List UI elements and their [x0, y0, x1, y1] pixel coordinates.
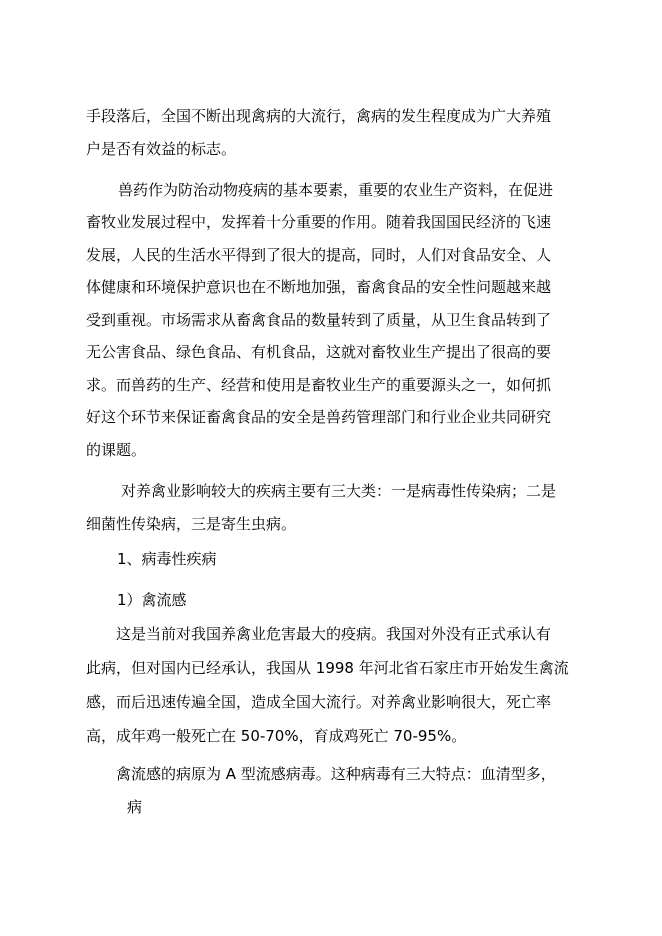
paragraph-4-line-4: 高，成年鸡一般死亡在 50-70%，育成鸡死亡 70-95%。	[86, 727, 467, 745]
paragraph-1-line-1: 手段落后，全国不断出现禽病的大流行，禽病的发生程度成为广大养殖	[86, 107, 552, 125]
paragraph-4-line-3: 感，而后迅速传遍全国，造成全国大流行。对养禽业影响很大，死亡率	[86, 693, 552, 711]
paragraph-3-line-2: 细菌性传染病，三是寄生虫病。	[86, 515, 297, 533]
paragraph-2-line-6: 无公害食品、绿色食品、有机食品，这就对畜牧业生产提出了很高的要	[86, 343, 552, 361]
paragraph-1-line-2: 户是否有效益的标志。	[86, 140, 237, 158]
paragraph-2-line-4: 体健康和环境保护意识也在不断地加强，畜禽食品的安全性问题越来越	[86, 278, 552, 296]
paragraph-2-line-2: 畜牧业发展过程中，发挥着十分重要的作用。随着我国国民经济的飞速	[86, 213, 552, 231]
paragraph-2-line-5: 受到重视。市场需求从畜禽食品的数量转到了质量，从卫生食品转到了	[86, 311, 552, 329]
paragraph-2-line-9: 的课题。	[86, 441, 147, 459]
paragraph-4-line-1: 这是当前对我国养禽业危害最大的疫病。我国对外没有正式承认有	[116, 625, 552, 643]
paragraph-2-line-7: 求。而兽药的生产、经营和使用是畜牧业生产的重要源头之一，如何抓	[86, 376, 552, 394]
paragraph-2-line-8: 好这个环节来保证畜禽食品的安全是兽药管理部门和行业企业共同研究	[86, 408, 552, 426]
paragraph-2-line-1: 兽药作为防治动物疫病的基本要素，重要的农业生产资料，在促进	[118, 181, 554, 199]
paragraph-4-line-2: 此病，但对国内已经承认，我国从 1998 年河北省石家庄市开始发生禽流	[86, 659, 569, 677]
subsection-heading: 1）禽流感	[117, 591, 187, 609]
paragraph-5-line-2: 病	[127, 798, 143, 816]
paragraph-3-line-1: 对养禽业影响较大的疾病主要有三大类：一是病毒性传染病；二是	[121, 482, 557, 500]
paragraph-5-line-1: 禽流感的病原为 A 型流感病毒。这种病毒有三大特点：血清型多，	[116, 765, 556, 783]
paragraph-2-line-3: 发展，人民的生活水平得到了很大的提高，同时，人们对食品安全、人	[86, 246, 552, 264]
section-heading: 1、病毒性疾病	[117, 550, 217, 568]
